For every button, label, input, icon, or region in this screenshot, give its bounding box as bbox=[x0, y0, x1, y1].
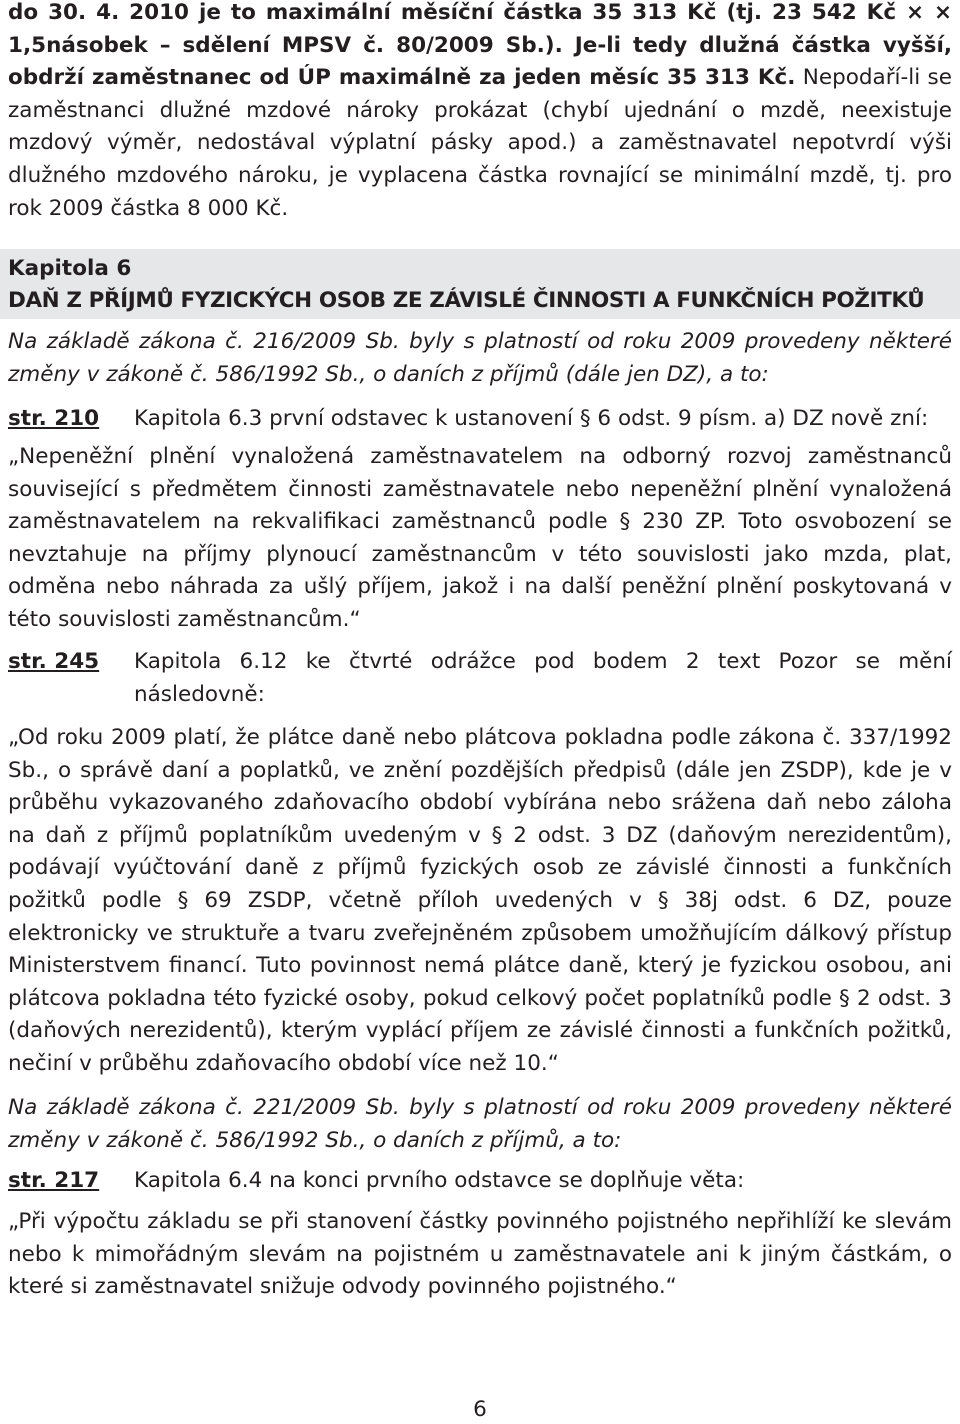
chapter-title: DAŇ Z PŘÍJMŮ FYZICKÝCH OSOB ZE ZÁVISLÉ ČINNOSTI A FUNKČNÍCH POŽITKŮ bbox=[8, 288, 925, 313]
change-description-217: Kapitola 6.4 na konci prvního odstavce se doplňuje věta: bbox=[134, 1168, 745, 1193]
intro-text: Nepodaří-li se zaměstnanci dlužné mzdové nároky prokázat (chybí ujednání o mzdě, neexistuje mzdový výměr, nedostával výplatní pásky apod.) a zaměstnavatel nepotvrdí výši dlužného mzdového nároku, je vyplacena částka rovnající se minimální mzdě, tj. pro rok 2009 částka 8 000 Kč. bbox=[8, 65, 952, 221]
chapter-heading bbox=[0, 249, 960, 319]
page-number: 6 bbox=[473, 1397, 487, 1422]
intro-bold-text: do 30. 4. 2010 je to maximální měsíční částka 35 313 Kč (tj. 23 542 Kč × × 1,5násobek – sdělení MPSV č. 80/2009 Sb.). Je-li tedy dlužná částka vyšší, obdrží zaměstnanec od ÚP maximálně za jeden měsíc 35 313 Kč. bbox=[8, 0, 952, 91]
amendment-note-1: Na základě zákona č. 216/2009 Sb. byly s platností od roku 2009 provedeny některé změny v zákoně č. 586/1992 Sb., o daních z příjmů (dále jen DZ), a to: bbox=[8, 329, 952, 387]
intro-paragraph bbox=[8, 0, 952, 225]
quote-245: „Od roku 2009 platí, že plátce daně nebo plátcova pokladna podle zákona č. 337/1992 Sb., o správě daní a poplatků, ve znění pozdějších předpisů (dále jen ZSDP), kde je v průběhu vykazovaného zdaňovacího období vybírána nebo srážena daň nebo záloha na daň z příjmů poplatníkům uvedeným v § 2 odst. 3 DZ (daňovým nerezidentům), podávají vyúčtování daně z příjmů fyzických osob ze závislé činnosti a funkčních požitků podle § 69 ZSDP, včetně příloh uvedených v § 38j odst. 6 DZ, pouze elektronicky ve struktuře a tvaru zveřejněném způsobem umožňujícím dálkový přístup Ministerstvem financí. Tuto povinnost nemá plátce daně, který je fyzickou osobou, ani plátcova pokladna této fyzické osoby, pokud celkový počet poplatníků podle § 2 odst. 3 (daňových nerezidentů), kterým vyplácí příjem ze závislé činnosti a funkčních požitků, nečiní v průběhu zdaňovacího období více než 10.“ bbox=[8, 725, 952, 1076]
page-ref-245: str. 245 bbox=[8, 649, 100, 674]
change-description-245: Kapitola 6.12 ke čtvrté odrážce pod bodem 2 text Pozor se mění následovně: bbox=[134, 649, 952, 707]
quote-217: „Při výpočtu základu se při stanovení částky povinného pojistného nepřihlíží ke slevám nebo k mimořádným slevám na pojistném u zaměstnavatele ani k jiným částkám, o které si zaměstnavatel snižuje odvody povinného pojistného.“ bbox=[8, 1209, 952, 1300]
change-description-210: Kapitola 6.3 první odstavec k ustanovení § 6 odst. 9 písm. a) DZ nově zní: bbox=[134, 406, 929, 431]
page-ref-217: str. 217 bbox=[8, 1168, 100, 1193]
quote-210: „Nepeněžní plnění vynaložená zaměstnavatelem na odborný rozvoj zaměstnanců související s předmětem činnosti zaměstnavatele nebo nepeněžní plnění vynaložená zaměstnavatelem na rekvalifikaci zaměstnanců podle § 230 ZP. Toto osvobození se nevztahuje na příjmy plynoucí zaměstnancům v této souvislosti jako mzda, plat, odměna nebo náhrada za ušlý příjem, jakož i na další peněžní plnění poskytovaná v této souvislosti zaměstnancům.“ bbox=[8, 444, 952, 632]
chapter-number: Kapitola 6 bbox=[8, 256, 132, 281]
page-ref-210: str. 210 bbox=[8, 406, 100, 431]
amendment-note-2: Na základě zákona č. 221/2009 Sb. byly s platností od roku 2009 provedeny některé změny v zákoně č. 586/1992 Sb., o daních z příjmů, a to: bbox=[8, 1095, 952, 1153]
